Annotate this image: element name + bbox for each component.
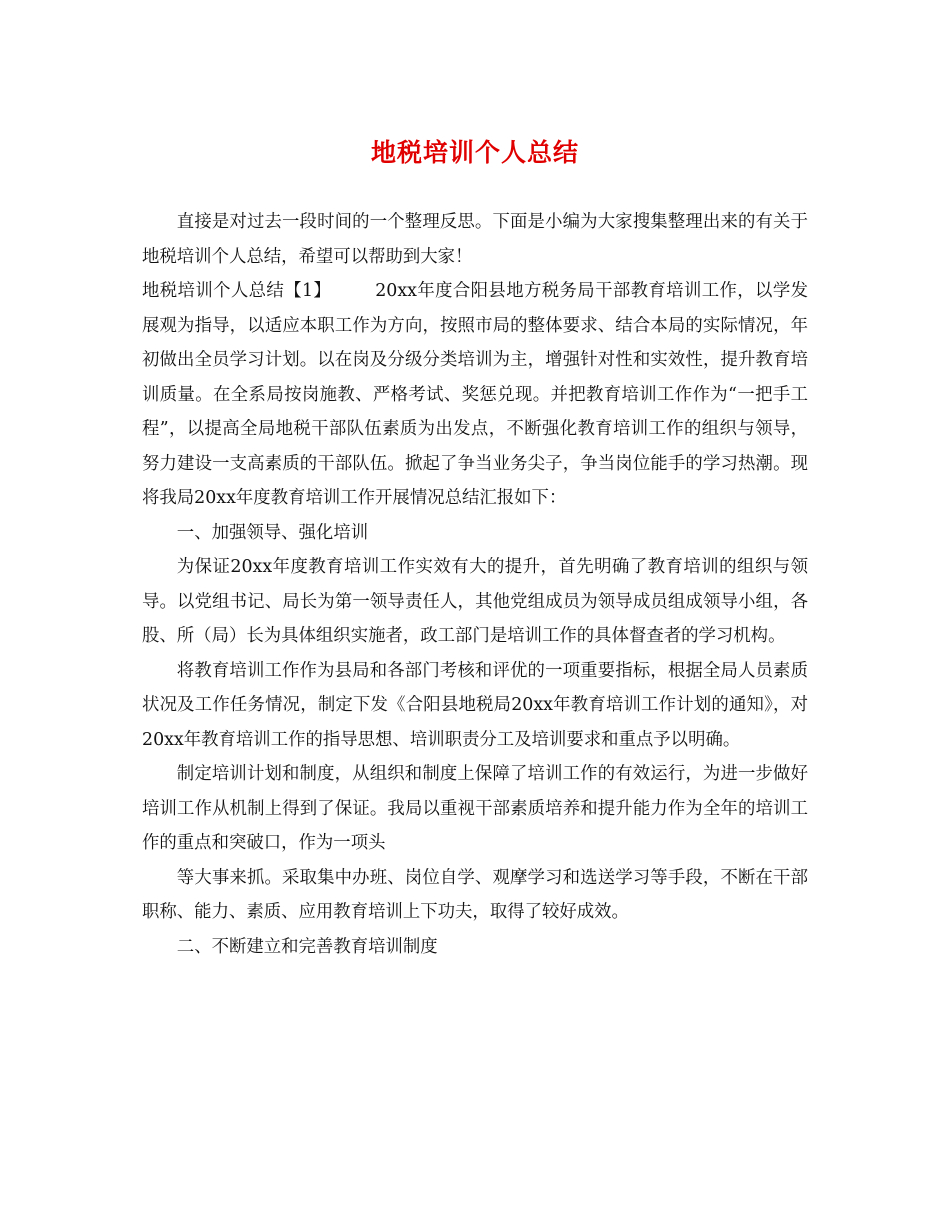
first-summary-label: 地税培训个人总结【1】 xyxy=(142,281,332,301)
body-paragraph-1: 为保证20xx年度教育培训工作实效有大的提升，首先明确了教育培训的组织与领导。以党组书记、局长为第一领导责任人，其他党组成员为领导成员组成领导小组，各股、所（局）长为具体组织实施者，政工部门是培训工作的具体督查者的学习机构。 xyxy=(142,557,808,646)
first-summary-text: 20xx年度合阳县地方税务局干部教育培训工作，以学发展观为指导，以适应本职工作为方向，按照市局的整体要求、结合本局的实际情况，年初做出全员学习计划。以在岗及分级分类培训为主，增强针对性和实效性，提升教育培训质量。在全系局按岗施教、严格考试、奖惩兑现。并把教育培训工作作为“一把手工程”，以提高全局地税干部队伍素质为出发点，不断强化教育培训工作的组织与领导，努力建设一支高素质的干部队伍。掀起了争当业务尖子，争当岗位能手的学习热潮。现将我局20xx年度教育培训工作开展情况总结汇报如下： xyxy=(142,281,808,508)
intro-paragraph: 直接是对过去一段时间的一个整理反思。下面是小编为大家搜集整理出来的有关于地税培训个人总结，希望可以帮助到大家！ xyxy=(142,212,808,267)
first-summary-paragraph xyxy=(142,274,808,516)
section-heading-2: 二、不断建立和完善教育培训制度 xyxy=(176,936,438,957)
document-body xyxy=(142,205,808,964)
body-paragraph-4: 等大事来抓。采取集中办班、岗位自学、观摩学习和选送学习等手段，不断在干部职称、能力、素质、应用教育培训上下功夫，取得了较好成效。 xyxy=(142,867,808,922)
body-paragraph-3: 制定培训计划和制度，从组织和制度上保障了培训工作的有效运行，为进一步做好培训工作从机制上得到了保证。我局以重视干部素质培养和提升能力作为全年的培训工作的重点和突破口，作为一项头 xyxy=(142,764,808,853)
section-heading-1: 一、加强领导、强化培训 xyxy=(176,522,369,543)
document-title: 地税培训个人总结 xyxy=(370,138,579,167)
body-paragraph-2: 将教育培训工作作为县局和各部门考核和评优的一项重要指标，根据全局人员素质状况及工作任务情况，制定下发《合阳县地税局20xx年教育培训工作计划的通知》，对20xx年教育培训工作的指导思想、培训职责分工及培训要求和重点予以明确。 xyxy=(142,660,808,750)
